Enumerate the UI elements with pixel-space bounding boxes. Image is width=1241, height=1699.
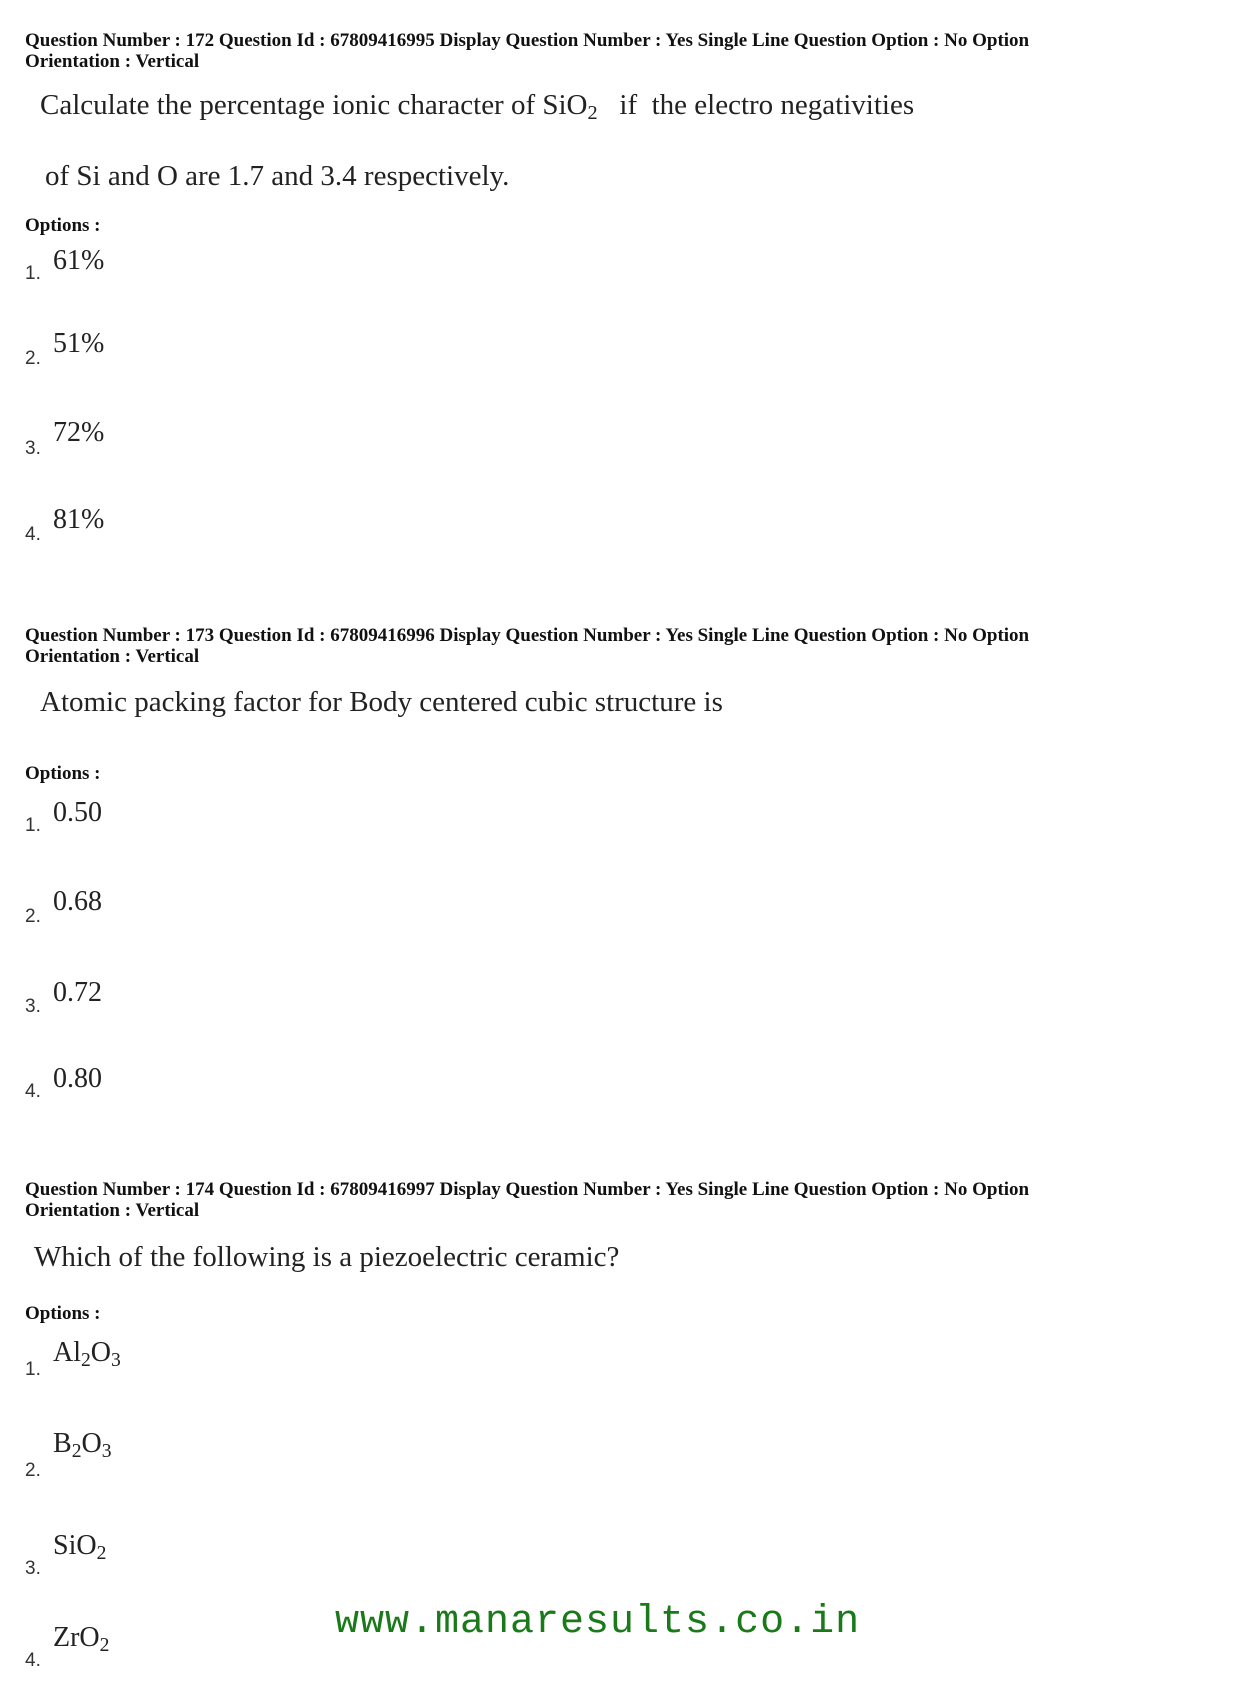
watermark-url: www.manaresults.co.in [335, 1600, 861, 1645]
option-value: 51% [53, 328, 105, 359]
option-number: 1. [25, 1359, 41, 1380]
meta-line-2: Orientation : Vertical [25, 51, 200, 72]
option-number: 4. [25, 1650, 41, 1671]
options-label: Options : [25, 215, 101, 236]
question-174-text-line-1: Which of the following is a piezoelectric ceramic? [34, 1241, 620, 1273]
option-number: 1. [25, 263, 41, 284]
option-number: 4. [25, 1081, 41, 1102]
meta-line-2: Orientation : Vertical [25, 1200, 200, 1221]
option-value: 0.80 [53, 1063, 102, 1094]
option-value: 0.72 [53, 977, 102, 1008]
option-value: ZrO$_2$ [53, 1622, 110, 1656]
option-value: $B_2O_3$ [53, 1428, 112, 1462]
option-value: SiO$_2$ [53, 1530, 107, 1564]
option-value: $Al_2O_3$ [53, 1337, 121, 1371]
meta-line-2: Orientation : Vertical [25, 646, 200, 667]
meta-line-1: Question Number : 172 Question Id : 67809416995 Display Question Number : Yes Single Line Question Option : No Option [25, 30, 1030, 51]
option-value: 61% [53, 245, 105, 276]
option-number: 2. [25, 906, 41, 927]
question-173-text-line-1: Atomic packing factor for Body centered cubic structure is [40, 686, 723, 718]
question-173-meta [25, 625, 1215, 667]
options-label: Options : [25, 1303, 101, 1324]
option-value: 0.50 [53, 797, 102, 828]
question-174-meta [25, 1179, 1215, 1221]
subscript: 2 [587, 102, 598, 125]
question-172-meta [25, 30, 1215, 72]
option-number: 2. [25, 348, 41, 369]
options-label: Options : [25, 763, 101, 784]
option-number: 3. [25, 438, 41, 459]
option-number: 1. [25, 815, 41, 836]
option-value: 72% [53, 417, 105, 448]
option-number: 3. [25, 996, 41, 1017]
meta-line-1: Question Number : 174 Question Id : 67809416997 Display Question Number : Yes Single Line Question Option : No Option [25, 1179, 1030, 1200]
option-number: 3. [25, 1558, 41, 1579]
option-number: 2. [25, 1460, 41, 1481]
option-value: 0.68 [53, 886, 102, 917]
question-172-text-line-1: Calculate the percentage ionic character of SiO$_2$ if the electro negativities [40, 89, 915, 125]
option-number: 4. [25, 524, 41, 545]
meta-line-1: Question Number : 173 Question Id : 67809416996 Display Question Number : Yes Single Line Question Option : No Option [25, 625, 1030, 646]
option-value: 81% [53, 504, 105, 535]
question-172-text-line-2: of Si and O are 1.7 and 3.4 respectively. [45, 160, 510, 192]
